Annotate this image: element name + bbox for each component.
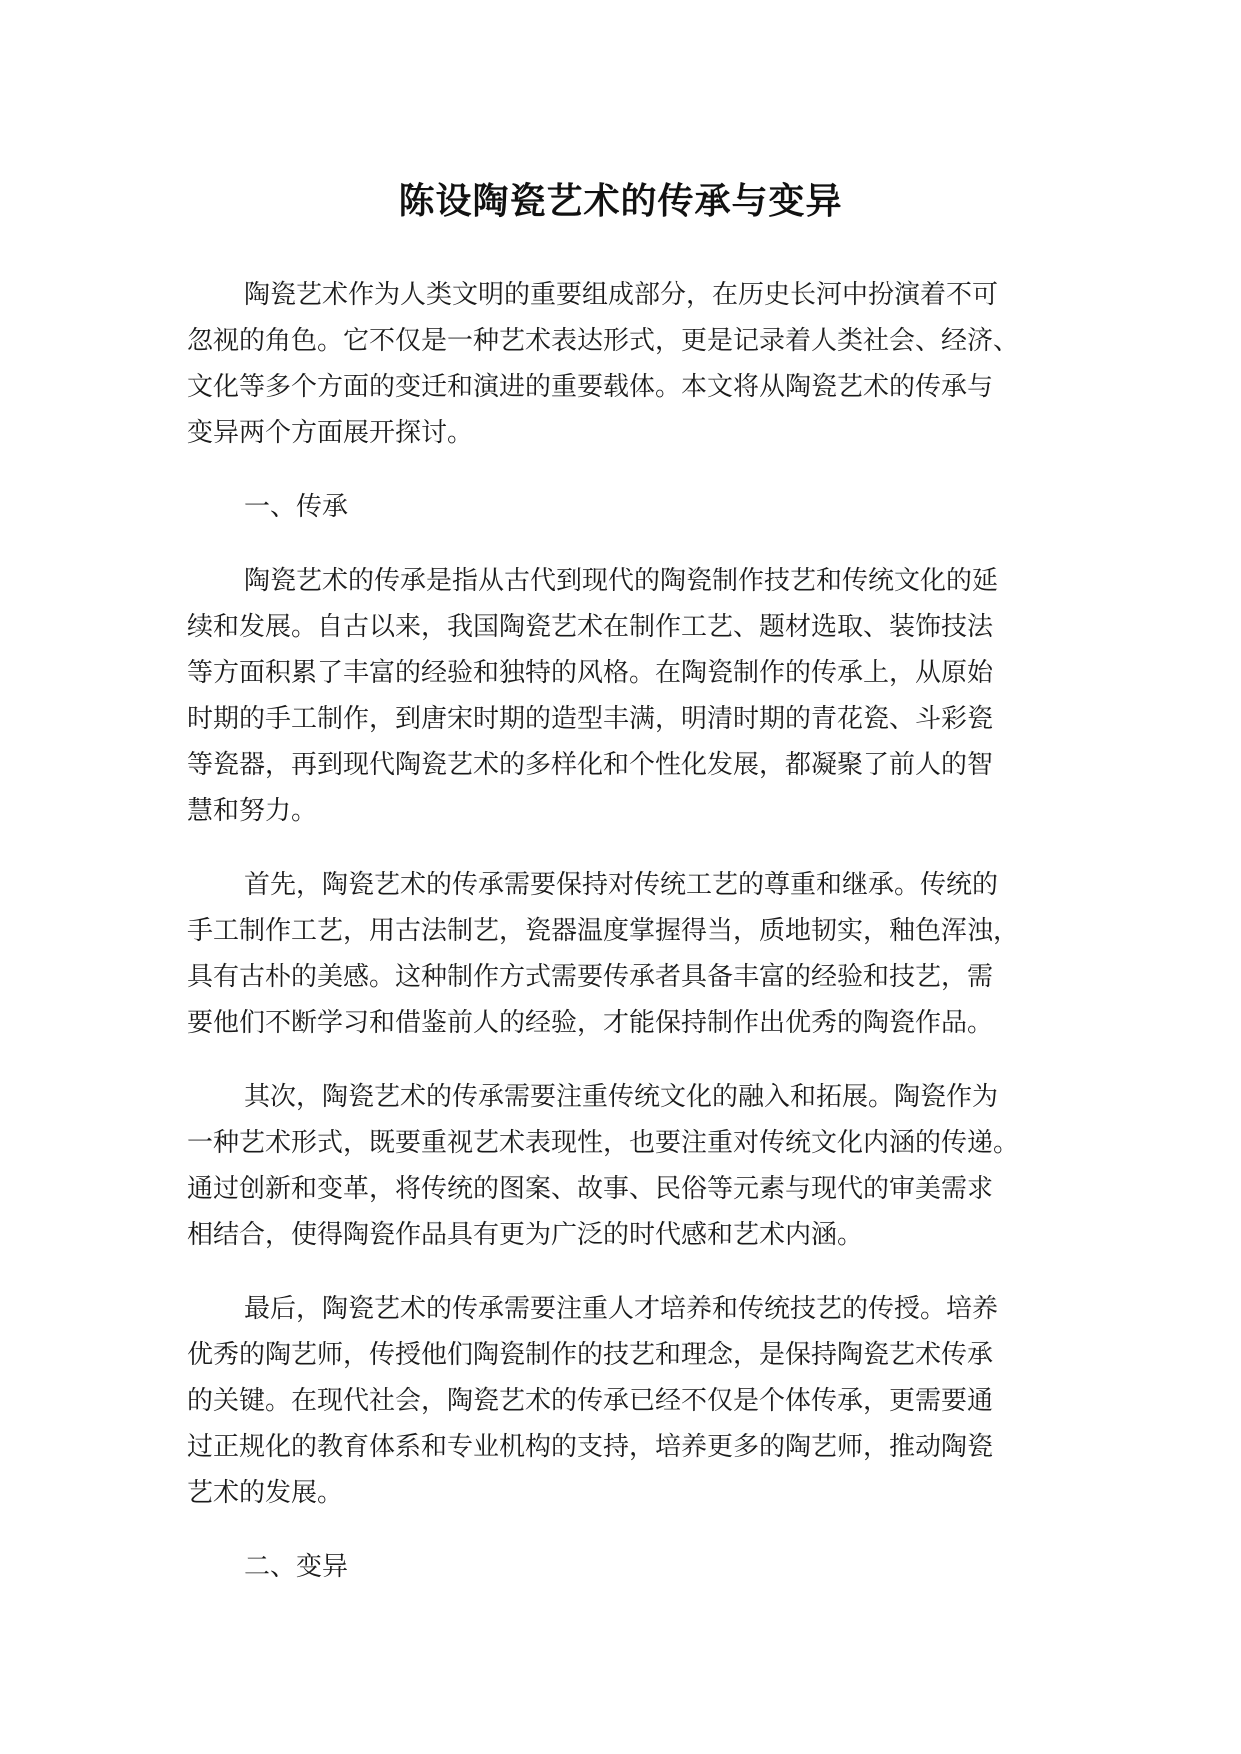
inheritance-paragraph-4 [187, 1286, 1087, 1516]
paragraph-line: 文化等多个方面的变迁和演进的重要载体。本文将从陶瓷艺术的传承与 [187, 372, 994, 402]
paragraph-line: 等方面积累了丰富的经验和独特的风格。在陶瓷制作的传承上，从原始 [187, 658, 994, 688]
paragraph-line: 陶瓷艺术的传承是指从古代到现代的陶瓷制作技艺和传统文化的延 [244, 566, 999, 596]
paragraph-line: 陶瓷艺术作为人类文明的重要组成部分，在历史长河中扮演着不可 [244, 280, 999, 310]
paragraph-line: 最后，陶瓷艺术的传承需要注重人才培养和传统技艺的传授。培养 [244, 1294, 999, 1324]
inheritance-paragraph-1 [187, 558, 1087, 834]
paragraph-line: 首先，陶瓷艺术的传承需要保持对传统工艺的尊重和继承。传统的 [244, 870, 999, 900]
paragraph-line: 时期的手工制作，到唐宋时期的造型丰满，明清时期的青花瓷、斗彩瓷 [187, 704, 994, 734]
document-body [187, 272, 1087, 1618]
paragraph-line: 变异两个方面展开探讨。 [187, 418, 474, 448]
paragraph-line: 的关键。在现代社会，陶瓷艺术的传承已经不仅是个体传承，更需要通 [187, 1386, 994, 1416]
paragraph-line: 通过创新和变革，将传统的图案、故事、民俗等元素与现代的审美需求 [187, 1174, 994, 1204]
inheritance-paragraph-2 [187, 862, 1087, 1046]
paragraph-line: 忽视的角色。它不仅是一种艺术表达形式，更是记录着人类社会、经济、 [187, 326, 1020, 356]
paragraph-line: 慧和努力。 [187, 796, 318, 826]
paragraph-line: 一种艺术形式，既要重视艺术表现性，也要注重对传统文化内涵的传递。 [187, 1128, 1020, 1158]
inheritance-paragraph-3 [187, 1074, 1087, 1258]
paragraph-line: 等瓷器，再到现代陶瓷艺术的多样化和个性化发展，都凝聚了前人的智 [187, 750, 994, 780]
paragraph-line: 续和发展。自古以来，我国陶瓷艺术在制作工艺、题材选取、装饰技法 [187, 612, 994, 642]
section-heading-inheritance: 一、传承 [244, 492, 349, 522]
section-heading-variation: 二、变异 [244, 1552, 349, 1582]
paragraph-line: 其次，陶瓷艺术的传承需要注重传统文化的融入和拓展。陶瓷作为 [244, 1082, 999, 1112]
paragraph-line: 过正规化的教育体系和专业机构的支持，培养更多的陶艺师，推动陶瓷 [187, 1432, 994, 1462]
paragraph-line: 相结合，使得陶瓷作品具有更为广泛的时代感和艺术内涵。 [187, 1220, 864, 1250]
intro-paragraph [187, 272, 1087, 456]
paragraph-line: 艺术的发展。 [187, 1478, 344, 1508]
paragraph-line: 优秀的陶艺师，传授他们陶瓷制作的技艺和理念，是保持陶瓷艺术传承 [187, 1340, 994, 1370]
document-title: 陈设陶瓷艺术的传承与变异 [398, 181, 843, 222]
paragraph-line: 具有古朴的美感。这种制作方式需要传承者具备丰富的经验和技艺，需 [187, 962, 994, 992]
paragraph-line: 手工制作工艺，用古法制艺，瓷器温度掌握得当，质地韧实，釉色浑浊， [187, 916, 1020, 946]
paragraph-line: 要他们不断学习和借鉴前人的经验，才能保持制作出优秀的陶瓷作品。 [187, 1008, 994, 1038]
